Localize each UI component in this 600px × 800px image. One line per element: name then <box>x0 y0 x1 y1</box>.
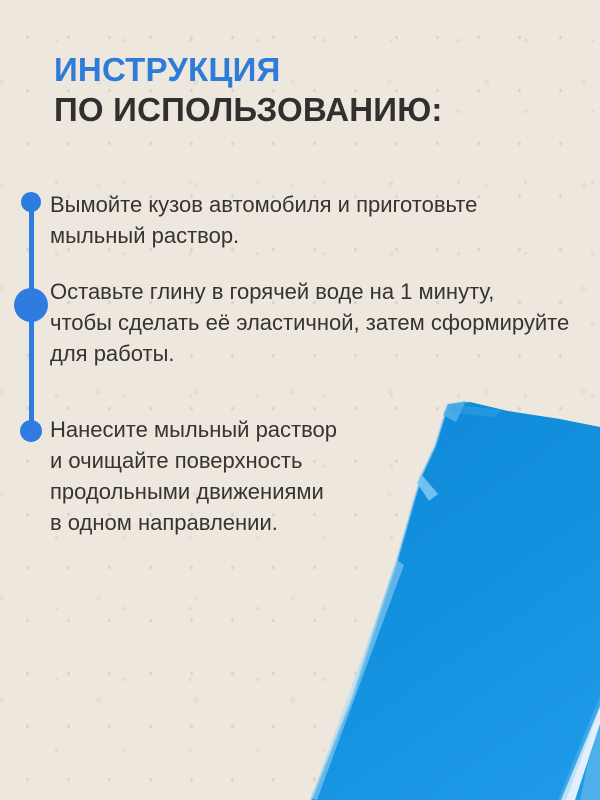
step-text-line: продольными движениями <box>50 479 324 504</box>
page-title-accent: ИНСТРУКЦИЯ <box>54 51 281 88</box>
step-text-line: Оставьте глину в горячей воде на 1 минуту, <box>50 279 495 304</box>
step-text-line: и очищайте поверхность <box>50 448 303 473</box>
step-text-line: чтобы сделать её эластичной, затем сформируйте <box>50 310 570 335</box>
step-text-line: мыльный раствор. <box>50 223 240 248</box>
step-text-line: Вымойте кузов автомобиля и приготовьте <box>50 192 478 217</box>
step-text-line: Нанесите мыльный раствор <box>50 417 338 442</box>
page-title-main: ПО ИСПОЛЬЗОВАНИЮ: <box>54 91 443 128</box>
step-text-line: в одном направлении. <box>50 510 278 535</box>
step-text-line: для работы. <box>50 341 175 366</box>
